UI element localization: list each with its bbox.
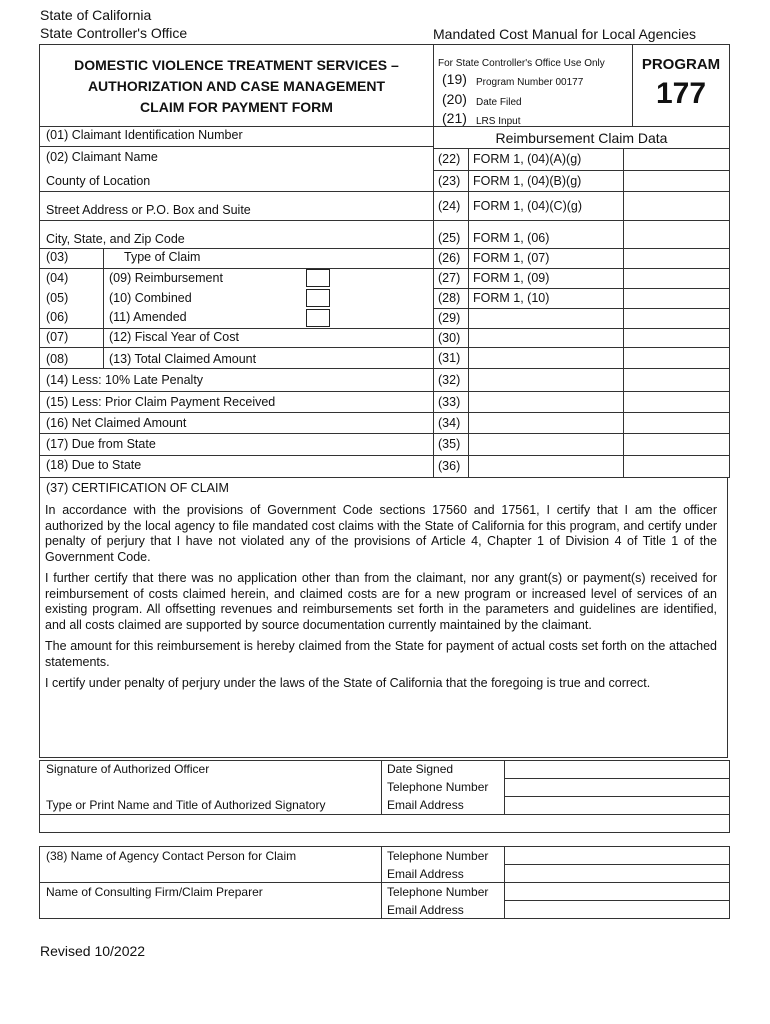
reimbursement-row-num: (23) [438,173,461,188]
reimbursement-row-num: (28) [438,291,461,305]
reimbursement-row-num: (34) [438,415,461,430]
row-divider [433,220,730,221]
sco-use-heading: For State Controller's Office Use Only [438,58,605,69]
certification-text [45,503,717,698]
amended-checkbox[interactable] [306,309,330,327]
net-claimed-label: (16) Net Claimed Amount [46,416,187,430]
type-row-num: (03) [46,250,69,264]
reimbursement-amount-field[interactable] [624,171,728,190]
type-row-num: (04) [46,271,69,285]
cert-paragraph: In accordance with the provisions of Government Code sections 17560 and 17561, I certify that I am the officer authorized by the local agency to file mandated cost claims with the State of California for this program, and certify under penalty of perjury that I have not violated any of the provisions of Article 4, Chapter 1 of Division 4 of Title 1 of the Government Code. [45,503,717,564]
reimbursement-row-label: FORM 1, (04)(A)(g) [473,152,582,166]
combined-label: (10) Combined [109,291,192,305]
total-claimed-label: (13) Total Claimed Amount [109,352,257,366]
reimbursement-amount-field[interactable] [624,329,728,346]
amended-label: (11) Amended [109,310,187,324]
city-state-zip-label: City, State, and Zip Code [46,232,185,246]
reimbursement-row-num: (30) [438,330,461,345]
reimbursement-checkbox[interactable] [306,269,330,287]
reimbursement-amount-field[interactable] [624,392,728,411]
revision-date: Revised 10/2022 [40,943,146,959]
reimbursement-amount-field[interactable] [624,348,728,367]
reimbursement-row-num: (31) [438,350,461,365]
reimbursement-row-label: FORM 1, (10) [473,291,550,305]
reimbursement-amount-field[interactable] [624,434,728,454]
reimbursement-row-num: (36) [438,459,461,473]
reimbursement-label: (09) Reimbursement [109,271,223,285]
program-number-label: Program Number 00177 [476,77,584,88]
reimbursement-amount-field[interactable] [624,309,728,327]
reimbursement-row-num: (33) [438,394,461,409]
type-row-num: (05) [46,291,69,305]
reimbursement-row-label: FORM 1, (04)(C)(g) [473,198,583,213]
date-filed-label: Date Filed [476,97,522,108]
reimbursement-row-num: (27) [438,271,461,285]
cert-paragraph: The amount for this reimbursement is hereby claimed from the State for payment of actual costs set forth on the attached statements. [45,639,717,669]
reimbursement-row-label: FORM 1, (07) [473,251,550,265]
reimbursement-amount-field[interactable] [624,456,728,476]
reimbursement-row-num: (24) [438,198,461,213]
reimbursement-amount-field[interactable] [624,149,728,169]
sco-19-num: (19) [442,71,467,87]
reimbursement-row-num: (29) [438,311,461,325]
cert-paragraph: I further certify that there was no application other than from the claimant, nor any grant(s) or payment(s) received for reimbursement of costs claimed herein, and claimed costs are for a new program or increased level of services of an existing program. All offsetting revenues and reimbursements set forth in the parameters and guidelines are identified, and all costs claimed are supported by source documentation currently maintained by the claimant. [45,571,717,632]
prior-payment-label: (15) Less: Prior Claim Payment Received [46,395,276,409]
reimbursement-data-heading: Reimbursement Claim Data [495,130,668,146]
certification-heading: (37) CERTIFICATION OF CLAIM [46,481,229,495]
contact-telephone-label: Telephone Number [387,849,489,863]
office-name: State Controller's Office [40,25,188,41]
manual-title: Mandated Cost Manual for Local Agencies [433,26,697,42]
type-row-num: (07) [46,330,69,344]
firm-email-label: Email Address [387,903,464,917]
program-number: 177 [655,77,707,110]
late-penalty-label: (14) Less: 10% Late Penalty [46,373,204,387]
print-name-label: Type or Print Name and Title of Authorized Signatory [46,798,326,812]
claimant-name-label: (02) Claimant Name [46,150,158,164]
type-row-num: (08) [46,352,69,366]
reimbursement-row-label: FORM 1, (09) [473,271,550,285]
type-row-num: (06) [46,310,69,324]
claimant-id-label: (01) Claimant Identification Number [46,128,243,142]
reimbursement-row-label: FORM 1, (06) [473,231,550,245]
reimbursement-row-num: (32) [438,372,461,387]
sco-20-num: (20) [442,91,467,107]
reimbursement-amount-field[interactable] [624,192,728,219]
agency-contact-label: (38) Name of Agency Contact Person for Claim [46,849,297,863]
date-signed-label: Date Signed [387,762,454,776]
reimbursement-row-label: FORM 1, (04)(B)(g) [473,173,582,188]
form-title: DOMESTIC VIOLENCE TREATMENT SERVICES – AUTHORIZATION AND CASE MANAGEMENT CLAIM FOR PAYMENT FORM [74,57,399,115]
signatory-telephone-label: Telephone Number [387,780,489,794]
type-of-claim-label: Type of Claim [124,250,201,264]
street-address-label: Street Address or P.O. Box and Suite [46,203,251,217]
reimbursement-row-num: (35) [438,437,461,451]
reimbursement-amount-field[interactable] [624,369,728,390]
combined-checkbox[interactable] [306,289,330,307]
reimbursement-row-num: (22) [438,152,461,166]
signatory-email-label: Email Address [387,798,464,812]
cert-paragraph: I certify under penalty of perjury under the laws of the State of California that the foregoing is true and correct. [45,676,651,690]
reimbursement-amount-field[interactable] [624,269,728,287]
due-to-state-label: (18) Due to State [46,458,142,472]
reimbursement-amount-field[interactable] [624,289,728,307]
reimbursement-amount-field[interactable] [624,249,728,267]
consulting-firm-label: Name of Consulting Firm/Claim Preparer [46,885,263,899]
reimbursement-amount-field[interactable] [624,229,728,247]
county-label: County of Location [46,174,151,188]
sco-21-num: (21) [442,110,467,126]
due-from-state-label: (17) Due from State [46,437,156,451]
reimbursement-row-num: (25) [438,231,461,245]
program-label: PROGRAM [641,56,721,73]
reimbursement-row-num: (26) [438,251,461,265]
contact-email-label: Email Address [387,867,464,881]
signature-label: Signature of Authorized Officer [46,762,210,776]
firm-telephone-label: Telephone Number [387,885,489,899]
lrs-input-label: LRS Input [476,116,521,127]
reimbursement-amount-field[interactable] [624,413,728,432]
fiscal-year-label: (12) Fiscal Year of Cost [109,330,239,344]
state-name: State of California [40,7,152,23]
